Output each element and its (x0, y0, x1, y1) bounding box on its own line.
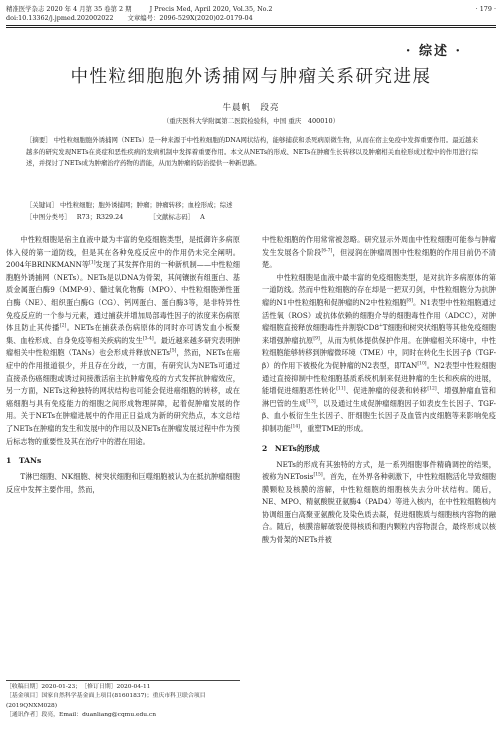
citation: [9] (313, 336, 320, 342)
footnote (6, 683, 240, 720)
citation: [6-7] (321, 248, 333, 254)
body-right-column (262, 234, 496, 547)
page-number: · 179 · (475, 5, 496, 13)
paragraph: 中性粒细胞的作用常常被忽略。研究显示外周血中性粒细胞可能参与肿瘤发生发展各个阶段[6-7]，但浸润在肿瘤周围中性粒细胞的作用目前仍不清楚。 (262, 235, 496, 270)
header-left (6, 5, 273, 14)
section-heading-tans: 1 TANs (6, 456, 42, 466)
column-tag: · 综述 · (405, 44, 462, 59)
citation: [12] (427, 386, 437, 392)
corresponding-author: ［通讯作者］段亮，Email：duanliang@cqmu.edu.cn (6, 711, 157, 718)
citation: [10] (417, 361, 427, 367)
section-heading-nets-formation: 2 NETs的形成 (262, 443, 320, 453)
journal-name-cn: 精准医学杂志 (6, 5, 45, 13)
paragraph: NETs的形成有其独特的方式，是一系列细胞事件精确调控的结果，被称为NETosis[15]。首先，在外界各种刺激下，中性粒细胞活化导致细胞膜颗粒及核膜的溶解，中性粒细胞的细胞核失去分叶状结构。随后，NE、MPO、精氨酸脱亚氨酶4（PAD4）等进入核内，在中性粒细胞核内协调组蛋白高聚亚氨酸化及染色质去凝，促进细胞质与细胞核内容物的融合。随后，核膜溶解破裂使得核质和胞内颗粒内容物混合，最终形成以核酸为骨架的NETs并被 (262, 459, 496, 545)
article-title: 中性粒细胞胞外诱捕网与肿瘤关系研究进展 (70, 67, 432, 87)
citation: [2] (59, 323, 67, 329)
classification (26, 212, 478, 223)
citation: [14] (290, 424, 301, 430)
citation: [11] (336, 386, 346, 392)
paragraph: 中性粒细胞是血液中最丰富的免疫细胞类型，是对抗许多病原体的第一道防线。然而中性粒细胞的存在却是一把双刃剑，中性粒细胞分为抗肿瘤的N1中性粒细胞和促肿瘤的N2中性粒细胞[8]。N1表型中性粒细胞通过活性氧（ROS）或抗体依赖的细胞介导的细胞毒性作用（ADCC），对肿瘤细胞直接释放细胞毒性并割裂CD8+T细胞和树突状细胞等其他免疫细胞来增强肿瘤抗原[9]，从而为机体提供保护作用。在肿瘤相关环境中，中性粒细胞能够转移到肿瘤微环境（TME）中，同时在转化生长因子β（TGF-β）的作用下被极化为促肿瘤的N2表型，即TAN[10]。N2表型中性粒细胞通过直接抑制中性粒细胞基质系统机制来促进肿瘤的生长和疾病的进展，能增促进细胞恶性转化[11]、促进肿瘤的侵袭和转移[12]、增强肿瘤血管和淋巴管的生成[13]，以及通过生成促肿瘤细胞因子如表皮生长因子、TGF-β、血小板衍生生长因子、肝细胞生长因子及血管内皮细胞等来影响免疫抑制功能[14]，重塑TME的形成。 (262, 272, 496, 433)
doc-code-value: A (200, 213, 205, 221)
citation: [15] (313, 472, 323, 478)
citation: [5] (169, 348, 177, 354)
affiliation: （重庆医科大学附属第二医院检验科，中国 重庆 400010） (162, 117, 340, 125)
keywords-text: 中性粒细胞；胞外诱捕网；肿瘤；肿瘤转移；血栓形成；综述 (60, 201, 233, 209)
citation: [8] (406, 298, 413, 304)
paragraph: T淋巴细胞、NK细胞、树突状细胞和巨噬细胞被认为在抵抗肿瘤细胞反应中发挥主要作用，然而， (6, 472, 240, 494)
fund-info: ［基金项目］国家自然科学基金面上项目(81601837)；重庆市科卫联合项目(2019QNXM028) (6, 693, 206, 709)
issue-date-cn: 2020 年 4 月第 35 卷第 2 期 (46, 5, 132, 13)
clc-value: R73；R329.24 (76, 213, 124, 221)
superscript: + (379, 323, 383, 329)
doi: doi:10.13362/j.jpmed.202002022 (6, 14, 114, 22)
journal-name-en: J Precis Med, April 2020, Vol.35, No.2 (149, 5, 273, 13)
keywords (26, 200, 478, 211)
paragraph: 中性粒细胞是宿主血液中最为丰富的免疫细胞类型，是抵御许多病原体入侵的第一道防线，但是其在各种免疫反应中的作用仍未完全阐明。2004年BRINKMANN等[1]发现了其发挥作用的一种新机制——中性粒细胞胞外诱捕网（NETs）。NETs是以DNA为骨架，其间镶嵌有组蛋白、基质金属蛋白酶9（MMP-9）、髓过氧化物酶（MPO）、中性粒细胞弹性蛋白酶（NE）、组织蛋白酶G（CG）、钙网蛋白、蛋白酶3等，是非特异性免疫反应的一个参与元素，通过捕获并增加局部毒性因子的浓度来伤病原体且防止其传播[2]。NETs在捕获杀伤病原体的同时亦可诱发血小板聚集、血栓形成、自身免疫等相关疾病的发生[3-4]。最近越来越多研究表明肿瘤相关中性粒细胞（TANs）也会形成并释放NETs[5]，然而，NETs在癌症中的作用报道很少，并且存在分歧，一方面，有研究认为NETs可通过直接杀伤癌细胞或诱过间接激活宿主抗肿瘤免疫的方式发挥抗肿瘤效应，另一方面，NETs这种独特的网状结构也可能会促进癌细胞的转移，或在癌细胞与具有免疫能力的细胞之间形成物理屏障，起着促肿瘤发展的作用。关于NETs在肿瘤进展中的作用正日益成为新的研究热点，本文总结了NETs在肿瘤的发生和发展中的作用以及NETs在肿瘤发展过程中作为预后标志物的重要性及其在治疗中的潜在用途。 (6, 235, 240, 446)
authors: 牛晨帆 段亮 (222, 103, 280, 113)
citation: [3-4] (142, 336, 154, 342)
body-left-column (6, 234, 240, 496)
footnote-rule (6, 680, 240, 681)
abstract (26, 135, 478, 170)
running-header (6, 5, 496, 23)
clc-label: ［中图分类号］ (26, 213, 71, 221)
doc-code-label: ［文献标志码］ (149, 213, 195, 221)
received-date: ［收稿日期］2020-01-23； ［修订日期］2020-04-11 (6, 684, 151, 690)
article-number: 文章编号：2096-529X(2020)02-0179-04 (127, 14, 253, 22)
header-rule (6, 25, 496, 26)
citation: [1] (89, 260, 96, 266)
abstract-text: 中性粒细胞胞外诱捕网（NETs）是一种来源于中性粒细胞的DNA网状结构，能够捕获和杀死病原微生物，从而在宿主免疫中发挥重要作用。最近越来越多的研究发现NETs在炎症和恶性疾病的发病机制中发挥着重要作用。本文从NETs的形成、NETs在肿瘤生长转移以及肿瘤相关血栓形成过程中的作用进行综述，并探讨了NETs成为肿瘤治疗药物的潜能，从而为肿瘤的防治提供一种新思路。 (26, 136, 478, 167)
keywords-label: ［关键词］ (26, 201, 58, 209)
abstract-label: ［摘要］ (26, 136, 52, 144)
citation: [13] (306, 399, 316, 405)
